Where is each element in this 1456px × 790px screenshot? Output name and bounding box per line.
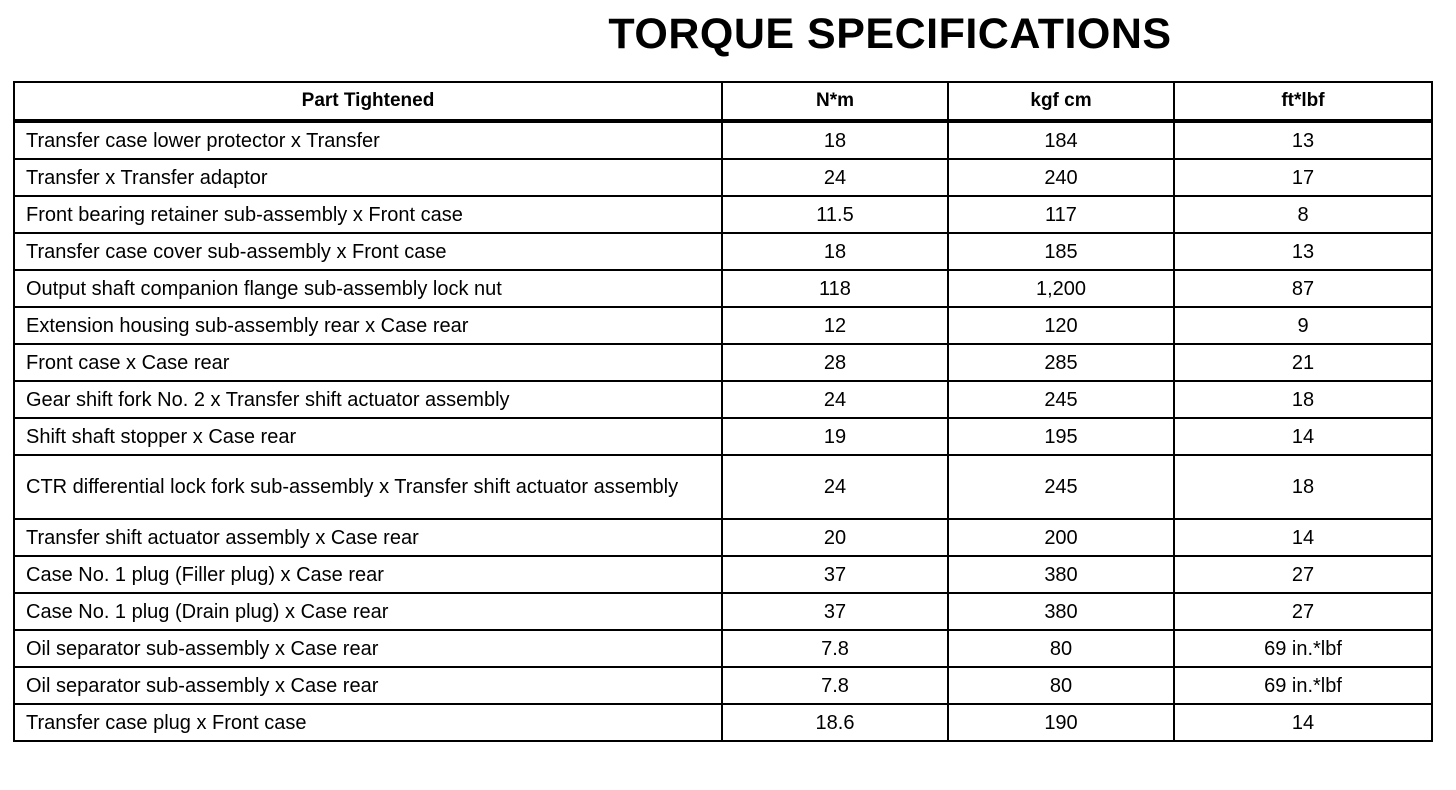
ft-cell: 17 [1174,159,1432,196]
ft-cell: 14 [1174,519,1432,556]
kgf-cell: 200 [948,519,1174,556]
nm-cell: 12 [722,307,948,344]
table-row [14,455,1432,519]
nm-cell: 24 [722,159,948,196]
table-row [14,344,1432,381]
nm-cell: 118 [722,270,948,307]
table-row [14,270,1432,307]
nm-cell: 19 [722,418,948,455]
nm-cell: 18.6 [722,704,948,741]
ft-cell: 21 [1174,344,1432,381]
header-nm: N*m [722,82,948,121]
part-cell: Front bearing retainer sub-assembly x Front case [14,196,722,233]
part-cell: Transfer x Transfer adaptor [14,159,722,196]
kgf-cell: 185 [948,233,1174,270]
ft-cell: 27 [1174,593,1432,630]
part-cell: Oil separator sub-assembly x Case rear [14,630,722,667]
header-ft-lbf: ft*lbf [1174,82,1432,121]
nm-cell: 20 [722,519,948,556]
table-row [14,418,1432,455]
kgf-cell: 195 [948,418,1174,455]
kgf-cell: 245 [948,381,1174,418]
ft-cell: 18 [1174,381,1432,418]
ft-cell: 18 [1174,455,1432,519]
kgf-cell: 380 [948,556,1174,593]
part-cell: Case No. 1 plug (Drain plug) x Case rear [14,593,722,630]
ft-cell: 8 [1174,196,1432,233]
kgf-cell: 117 [948,196,1174,233]
ft-cell: 69 in.*lbf [1174,667,1432,704]
table-row [14,121,1432,159]
part-cell: Shift shaft stopper x Case rear [14,418,722,455]
table-row [14,159,1432,196]
ft-cell: 14 [1174,704,1432,741]
kgf-cell: 80 [948,667,1174,704]
table-row [14,556,1432,593]
table-row [14,196,1432,233]
header-part-tightened: Part Tightened [14,82,722,121]
part-cell: Transfer case cover sub-assembly x Front case [14,233,722,270]
page-title: TORQUE SPECIFICATIONS [608,10,1172,58]
table-header-row [14,82,1432,121]
nm-cell: 18 [722,121,948,159]
part-cell: CTR differential lock fork sub-assembly x Transfer shift actuator assembly [14,455,722,519]
part-cell: Extension housing sub-assembly rear x Case rear [14,307,722,344]
nm-cell: 37 [722,556,948,593]
table-row [14,667,1432,704]
table-row [14,704,1432,741]
kgf-cell: 190 [948,704,1174,741]
ft-cell: 87 [1174,270,1432,307]
ft-cell: 9 [1174,307,1432,344]
part-cell: Front case x Case rear [14,344,722,381]
kgf-cell: 120 [948,307,1174,344]
kgf-cell: 245 [948,455,1174,519]
ft-cell: 13 [1174,233,1432,270]
nm-cell: 7.8 [722,630,948,667]
nm-cell: 18 [722,233,948,270]
part-cell: Case No. 1 plug (Filler plug) x Case rear [14,556,722,593]
table-row [14,630,1432,667]
table-row [14,593,1432,630]
kgf-cell: 380 [948,593,1174,630]
part-cell: Transfer case plug x Front case [14,704,722,741]
table-row [14,233,1432,270]
kgf-cell: 184 [948,121,1174,159]
nm-cell: 28 [722,344,948,381]
nm-cell: 24 [722,381,948,418]
part-cell: Transfer shift actuator assembly x Case rear [14,519,722,556]
table-row [14,381,1432,418]
kgf-cell: 285 [948,344,1174,381]
table-row [14,519,1432,556]
part-cell: Output shaft companion flange sub-assembly lock nut [14,270,722,307]
ft-cell: 27 [1174,556,1432,593]
part-cell: Gear shift fork No. 2 x Transfer shift actuator assembly [14,381,722,418]
nm-cell: 37 [722,593,948,630]
nm-cell: 7.8 [722,667,948,704]
ft-cell: 14 [1174,418,1432,455]
torque-spec-table [13,81,1433,742]
kgf-cell: 240 [948,159,1174,196]
nm-cell: 24 [722,455,948,519]
ft-cell: 69 in.*lbf [1174,630,1432,667]
part-cell: Transfer case lower protector x Transfer [14,121,722,159]
kgf-cell: 1,200 [948,270,1174,307]
nm-cell: 11.5 [722,196,948,233]
table-row [14,307,1432,344]
kgf-cell: 80 [948,630,1174,667]
part-cell: Oil separator sub-assembly x Case rear [14,667,722,704]
header-kgf-cm: kgf cm [948,82,1174,121]
ft-cell: 13 [1174,121,1432,159]
